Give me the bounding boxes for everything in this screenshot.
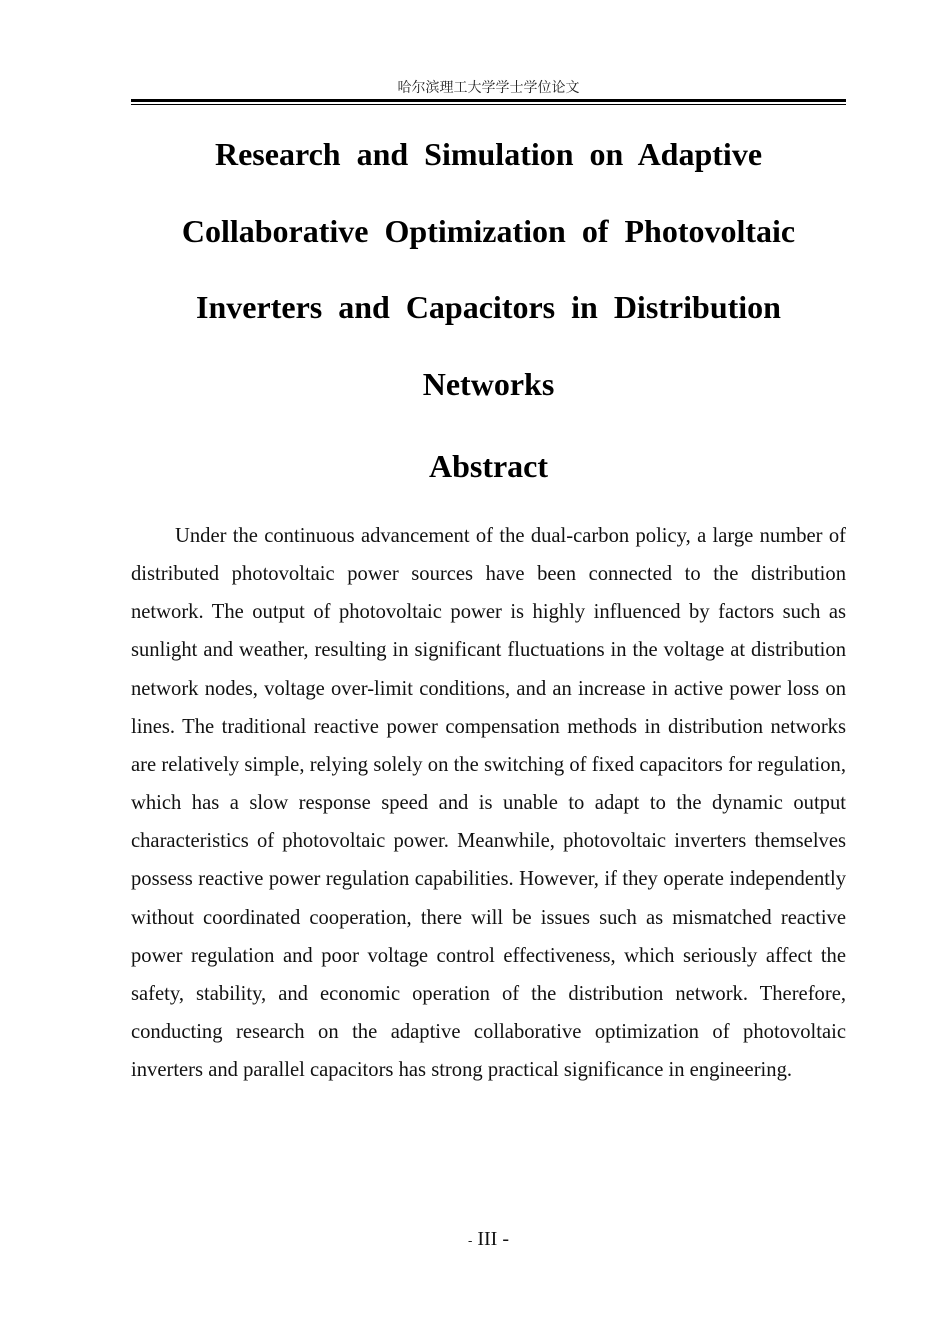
- page-number-prefix: -: [468, 1232, 473, 1248]
- header-rule-thick: [131, 99, 846, 102]
- abstract-heading: Abstract: [428, 448, 549, 484]
- page-number-suffix: -: [502, 1228, 509, 1250]
- abstract-paragraph: Under the continuous advancement of the dual-carbon policy, a large number of distributed photovoltaic power sources have been connected to the distribution network. The output of photovoltaic power is highly influenced by factors such as sunlight and weather, resulting in significant fluctuations in the voltage at distribution network nodes, voltage over-limit conditions, and an increase in active power loss on lines. The traditional reactive power compensation methods in distribution networks are relatively simple, relying solely on the switching of fixed capacitors for regulation, which has a slow response speed and is unable to adapt to the dynamic output characteristics of photovoltaic power. Meanwhile, photovoltaic inverters themselves possess reactive power regulation capabilities. However, if they operate independently without coordinated cooperation, there will be issues such as mismatched reactive power regulation and poor voltage control effectiveness, which seriously affect the safety, stability, and economic operation of the distribution network. Therefore, conducting research on the adaptive collaborative optimization of photovoltaic inverters and parallel capacitors has strong practical significance in engineering.: [131, 525, 846, 1082]
- thesis-title: Research and Simulation on Adaptive Collaborative Optimization of Photovoltaic Inverters and Capacitors in Distribution Networks: [181, 136, 796, 402]
- header-rule-thin: [131, 104, 846, 105]
- page-number-value: III: [477, 1228, 498, 1250]
- thesis-page: [131, 0, 846, 1342]
- running-header: 哈尔滨理工大学学士学位论文: [397, 80, 580, 96]
- header-double-rule: [131, 99, 846, 105]
- page-number: [131, 1226, 846, 1253]
